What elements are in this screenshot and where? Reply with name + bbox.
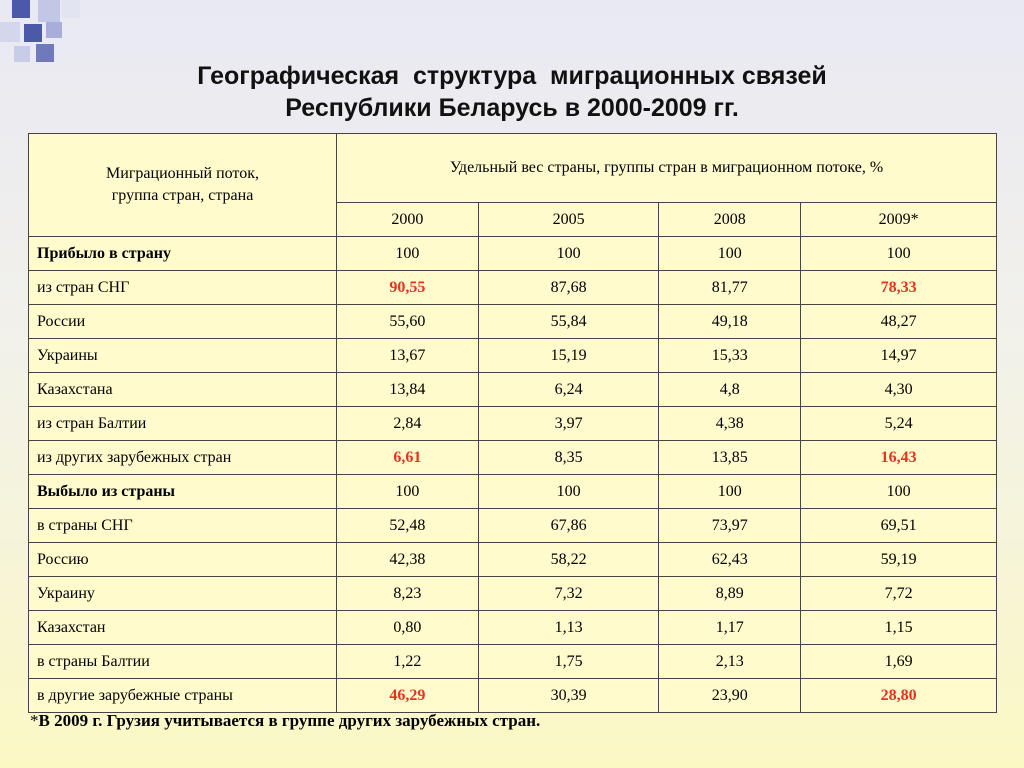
table-cell: 100 xyxy=(801,475,997,509)
decor-square xyxy=(38,0,60,22)
table-cell: 48,27 xyxy=(801,305,997,339)
slide-title: Географическая структура миграционных связей Республики Беларусь в 2000-2009 гг. xyxy=(197,62,827,122)
table-cell: 78,33 xyxy=(801,271,997,305)
table-cell: 55,84 xyxy=(478,305,659,339)
row-label: Украины xyxy=(29,339,337,373)
table-row xyxy=(29,611,997,645)
table-row xyxy=(29,237,997,271)
row-label: Россию xyxy=(29,543,337,577)
table-cell: 100 xyxy=(337,237,479,271)
table-cell: 15,19 xyxy=(478,339,659,373)
migration-table xyxy=(28,133,997,713)
table-cell: 81,77 xyxy=(659,271,801,305)
table-cell: 4,8 xyxy=(659,373,801,407)
row-label: из стран СНГ xyxy=(29,271,337,305)
table-cell: 100 xyxy=(801,237,997,271)
table-cell: 90,55 xyxy=(337,271,479,305)
table-cell: 1,13 xyxy=(478,611,659,645)
table-cell: 42,38 xyxy=(337,543,479,577)
table-cell: 13,67 xyxy=(337,339,479,373)
table-cell: 8,35 xyxy=(478,441,659,475)
table-cell: 55,60 xyxy=(337,305,479,339)
table-cell: 69,51 xyxy=(801,509,997,543)
table-cell: 28,80 xyxy=(801,679,997,713)
row-label: Казахстан xyxy=(29,611,337,645)
footnote-text: В 2009 г. Грузия учитывается в группе других зарубежных стран. xyxy=(38,711,541,730)
decor-square xyxy=(0,22,20,42)
table-cell: 100 xyxy=(659,237,801,271)
table-row xyxy=(29,305,997,339)
row-label: Прибыло в страну xyxy=(29,237,337,271)
table-cell: 23,90 xyxy=(659,679,801,713)
row-label: Выбыло из страны xyxy=(29,475,337,509)
header-year: 2005 xyxy=(478,203,659,237)
table-cell: 1,17 xyxy=(659,611,801,645)
decor-square xyxy=(46,22,62,38)
table-row xyxy=(29,577,997,611)
footnote-mark: * xyxy=(910,210,919,228)
header-year: 2000 xyxy=(337,203,479,237)
table-cell: 2,13 xyxy=(659,645,801,679)
table-cell: 100 xyxy=(478,475,659,509)
table-cell: 1,75 xyxy=(478,645,659,679)
table-row xyxy=(29,543,997,577)
table-cell: 13,85 xyxy=(659,441,801,475)
table-cell: 0,80 xyxy=(337,611,479,645)
table-row xyxy=(29,407,997,441)
table-row xyxy=(29,645,997,679)
table-row xyxy=(29,441,997,475)
table-row xyxy=(29,373,997,407)
footnote xyxy=(30,711,540,731)
table-cell: 16,43 xyxy=(801,441,997,475)
footnote-mark: * xyxy=(30,711,39,730)
row-label: в страны Балтии xyxy=(29,645,337,679)
table-cell: 46,29 xyxy=(337,679,479,713)
table-cell: 1,22 xyxy=(337,645,479,679)
table-row xyxy=(29,509,997,543)
row-label: из других зарубежных стран xyxy=(29,441,337,475)
table-cell: 58,22 xyxy=(478,543,659,577)
table-cell: 100 xyxy=(659,475,801,509)
header-flow-group: Миграционный поток, группа стран, страна xyxy=(29,134,337,237)
row-label: России xyxy=(29,305,337,339)
decor-square xyxy=(12,0,30,18)
table-row xyxy=(29,679,997,713)
table-cell: 30,39 xyxy=(478,679,659,713)
table-cell: 3,97 xyxy=(478,407,659,441)
table-cell: 73,97 xyxy=(659,509,801,543)
table-cell: 1,69 xyxy=(801,645,997,679)
header-year xyxy=(801,203,997,237)
table-cell: 7,72 xyxy=(801,577,997,611)
row-label: в страны СНГ xyxy=(29,509,337,543)
table-cell: 2,84 xyxy=(337,407,479,441)
decor-square xyxy=(24,24,42,42)
row-label: Украину xyxy=(29,577,337,611)
table-cell: 87,68 xyxy=(478,271,659,305)
table-cell: 62,43 xyxy=(659,543,801,577)
table-cell: 6,61 xyxy=(337,441,479,475)
table-cell: 59,19 xyxy=(801,543,997,577)
header-year: 2008 xyxy=(659,203,801,237)
table-cell: 49,18 xyxy=(659,305,801,339)
table-cell: 8,23 xyxy=(337,577,479,611)
table-cell: 5,24 xyxy=(801,407,997,441)
table-cell: 67,86 xyxy=(478,509,659,543)
table-cell: 4,38 xyxy=(659,407,801,441)
table-cell: 1,15 xyxy=(801,611,997,645)
table-cell: 13,84 xyxy=(337,373,479,407)
table-cell: 6,24 xyxy=(478,373,659,407)
header-share: Удельный вес страны, группы стран в миграционном потоке, % xyxy=(337,134,997,203)
table-cell: 7,32 xyxy=(478,577,659,611)
table-row xyxy=(29,339,997,373)
table-cell: 4,30 xyxy=(801,373,997,407)
table-cell: 100 xyxy=(478,237,659,271)
decor-square xyxy=(62,0,80,18)
row-label: из стран Балтии xyxy=(29,407,337,441)
row-label: Казахстана xyxy=(29,373,337,407)
table-row xyxy=(29,271,997,305)
table-row xyxy=(29,475,997,509)
table-cell: 52,48 xyxy=(337,509,479,543)
table-cell: 14,97 xyxy=(801,339,997,373)
table-cell: 100 xyxy=(337,475,479,509)
header-year-value: 2009 xyxy=(878,210,911,228)
row-label: в другие зарубежные страны xyxy=(29,679,337,713)
table-cell: 8,89 xyxy=(659,577,801,611)
table-cell: 15,33 xyxy=(659,339,801,373)
